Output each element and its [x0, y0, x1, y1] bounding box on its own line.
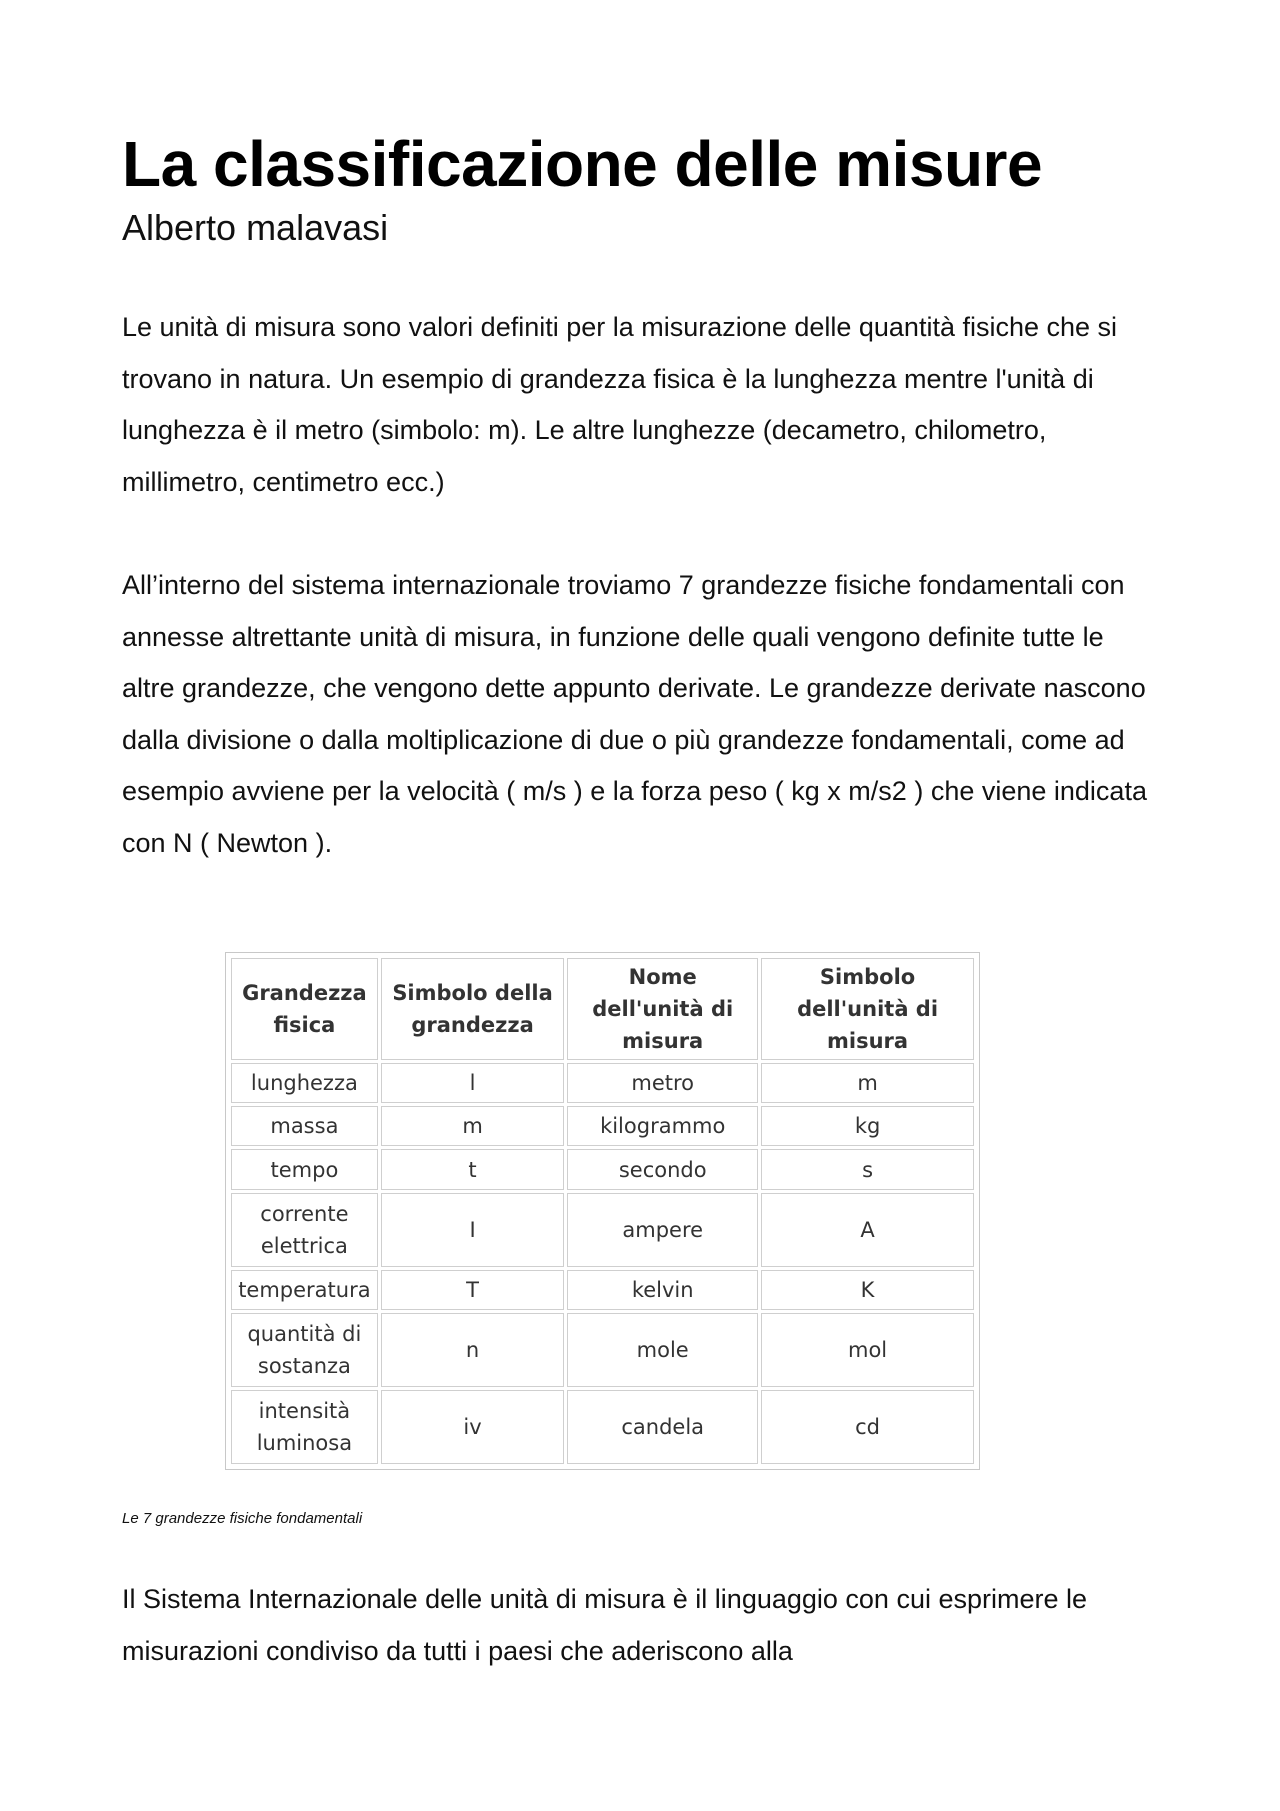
table-header-row [231, 958, 974, 1060]
document-author: Alberto malavasi [122, 207, 389, 248]
paragraph-si-language: Il Sistema Internazionale delle unità di misura è il linguaggio con cui esprimere le misurazioni condiviso da tutti i paesi che aderiscono alla [122, 1584, 1088, 1666]
table-cell: quantità di sostanza [231, 1313, 378, 1387]
table-cell: I [381, 1193, 565, 1267]
table-row [231, 1270, 974, 1310]
document-title: La classificazione delle misure [122, 128, 1043, 200]
table-header-cell: Simbolo dell'unità di misura [761, 958, 974, 1060]
table-cell: metro [567, 1063, 758, 1103]
table-cell: mol [761, 1313, 974, 1387]
table-cell: massa [231, 1106, 378, 1146]
table-cell: candela [567, 1390, 758, 1464]
table-cell: m [761, 1063, 974, 1103]
table-cell: cd [761, 1390, 974, 1464]
table-header-cell: Simbolo della grandezza [381, 958, 565, 1060]
table-cell: kg [761, 1106, 974, 1146]
table-cell: t [381, 1149, 565, 1189]
table-cell: lunghezza [231, 1063, 378, 1103]
paragraph-intro: Le unità di misura sono valori definiti per la misurazione delle quantità fisiche che si trovano in natura. Un esempio di grandezza fisica è la lunghezza mentre l'unità di lunghezza è il metro (simbolo: m). Le altre lunghezze (decametro, chilometro, millimetro, centimetro ecc.) [122, 312, 1118, 497]
table-cell: mole [567, 1313, 758, 1387]
paragraph-si-system: All’interno del sistema internazionale troviamo 7 grandezze fisiche fondamentali con annesse altrettante unità di misura, in funzione delle quali vengono definite tutte le altre grandezze, che vengono dette appunto derivate. Le grandezze derivate nascono dalla divisione o dalla moltiplicazione di due o più grandezze fondamentali, come ad esempio avviene per la velocità ( m/s ) e la forza peso ( kg x m/s2 ) che viene indicata con N ( Newton ). [122, 570, 1147, 858]
table-header-cell: Grandezza fisica [231, 958, 378, 1060]
table-cell: iv [381, 1390, 565, 1464]
table-row [231, 1149, 974, 1189]
table-cell: ampere [567, 1193, 758, 1267]
table-cell: temperatura [231, 1270, 378, 1310]
table-cell: kilogrammo [567, 1106, 758, 1146]
table-cell: m [381, 1106, 565, 1146]
table-cell: secondo [567, 1149, 758, 1189]
table-cell: T [381, 1270, 565, 1310]
table-cell: intensità luminosa [231, 1390, 378, 1464]
table-cell: tempo [231, 1149, 378, 1189]
table-cell: l [381, 1063, 565, 1103]
table-row [231, 1193, 974, 1267]
si-units-table-image [225, 952, 980, 1470]
table-cell: corrente elettrica [231, 1193, 378, 1267]
table-cell: n [381, 1313, 565, 1387]
table-cell: K [761, 1270, 974, 1310]
table-caption: Le 7 grandezze fisiche fondamentali [122, 1510, 363, 1527]
table-header-cell: Nome dell'unità di misura [567, 958, 758, 1060]
table-row [231, 1390, 974, 1464]
table-row [231, 1063, 974, 1103]
table-cell: s [761, 1149, 974, 1189]
table-cell: kelvin [567, 1270, 758, 1310]
table-cell: A [761, 1193, 974, 1267]
table-row [231, 1313, 974, 1387]
si-units-table [228, 955, 977, 1467]
table-row [231, 1106, 974, 1146]
